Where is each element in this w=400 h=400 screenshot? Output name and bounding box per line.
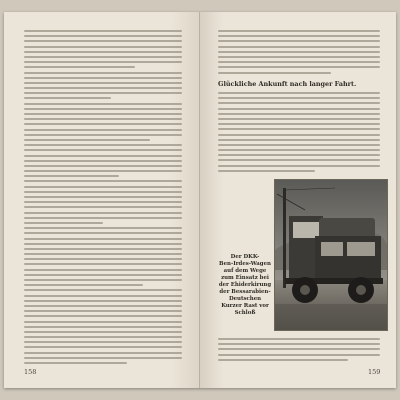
text-line	[24, 129, 182, 131]
text-line	[24, 279, 182, 281]
text-line	[24, 144, 182, 146]
caption-line: Ben-Irdes-Wagen	[219, 261, 271, 267]
right-page	[200, 12, 396, 388]
text-line	[218, 66, 380, 68]
caption-line: Schloß	[234, 310, 256, 316]
text-line	[24, 35, 182, 37]
caption-line: der Bessarabien-	[219, 289, 271, 295]
text-line	[24, 289, 182, 291]
text-line	[24, 263, 182, 265]
text-line	[24, 149, 182, 151]
text-line	[24, 103, 182, 105]
text-line	[24, 175, 119, 177]
text-line	[218, 359, 348, 361]
right-page-subheading: Glückliche Ankunft nach langer Fahrt.	[218, 80, 357, 88]
text-line	[24, 232, 182, 234]
text-line	[218, 354, 380, 356]
text-line	[24, 295, 182, 297]
text-line	[24, 284, 143, 286]
left-page	[4, 12, 200, 388]
text-line	[24, 222, 103, 224]
text-line	[24, 352, 182, 354]
text-line	[218, 51, 380, 53]
text-line	[24, 77, 182, 79]
text-line	[218, 154, 380, 156]
text-line	[218, 144, 380, 146]
text-line	[218, 30, 380, 32]
text-line	[218, 348, 380, 350]
text-line	[218, 123, 380, 125]
text-line	[24, 30, 182, 32]
text-line	[218, 165, 380, 167]
text-line	[24, 238, 182, 240]
text-line	[218, 149, 380, 151]
text-line	[24, 326, 182, 328]
text-line	[24, 227, 182, 229]
text-line	[24, 66, 135, 68]
photo-caption	[218, 254, 272, 317]
text-line	[24, 305, 182, 307]
text-line	[24, 113, 182, 115]
text-line	[24, 165, 182, 167]
text-line	[24, 180, 182, 182]
text-line	[24, 160, 182, 162]
text-line	[24, 362, 127, 364]
text-line	[218, 40, 380, 42]
text-line	[24, 341, 182, 343]
text-line	[24, 269, 182, 271]
text-line	[24, 82, 182, 84]
text-line	[218, 72, 331, 74]
text-line	[218, 338, 380, 340]
text-line	[24, 243, 182, 245]
right-page-text-bottom	[218, 338, 380, 364]
text-line	[218, 139, 380, 141]
text-line	[24, 331, 182, 333]
text-line	[24, 253, 182, 255]
text-line	[24, 321, 182, 323]
text-line	[24, 123, 182, 125]
text-line	[24, 196, 182, 198]
text-line	[24, 315, 182, 317]
right-page-text-middle	[218, 92, 380, 175]
text-line	[218, 56, 380, 58]
caption-line: Der DKK-	[230, 254, 260, 260]
text-line	[24, 201, 182, 203]
text-line	[24, 97, 111, 99]
text-line	[24, 248, 182, 250]
text-line	[24, 357, 182, 359]
text-line	[218, 46, 380, 48]
text-line	[218, 108, 380, 110]
text-line	[24, 51, 182, 53]
text-line	[24, 61, 182, 63]
caption-line: der Ehiderkirung	[218, 282, 272, 288]
text-line	[24, 336, 182, 338]
text-line	[24, 155, 182, 157]
text-line	[218, 170, 315, 172]
text-line	[218, 128, 380, 130]
text-line	[24, 191, 182, 193]
text-line	[24, 134, 182, 136]
caption-line: auf dem Wege	[223, 268, 267, 274]
text-line	[218, 97, 380, 99]
text-line	[24, 40, 182, 42]
left-page-number: 158	[24, 368, 37, 376]
text-line	[24, 258, 182, 260]
truck-photo-image	[275, 180, 387, 330]
right-page-text-top	[218, 30, 380, 77]
text-line	[218, 113, 380, 115]
text-line	[24, 108, 182, 110]
text-line	[24, 139, 150, 141]
text-line	[24, 170, 182, 172]
text-line	[218, 35, 380, 37]
book-spread	[4, 12, 396, 388]
text-line	[24, 87, 182, 89]
truck-photo	[274, 179, 388, 331]
text-line	[24, 310, 182, 312]
text-line	[218, 134, 380, 136]
caption-line: zum Einsatz bei	[221, 275, 269, 281]
text-line	[218, 343, 380, 345]
text-line	[218, 159, 380, 161]
text-line	[24, 46, 182, 48]
right-page-number: 159	[368, 368, 381, 376]
text-line	[24, 346, 182, 348]
text-line	[24, 212, 182, 214]
text-line	[24, 92, 182, 94]
text-line	[24, 300, 182, 302]
caption-line: Deutschen	[228, 296, 262, 302]
text-line	[218, 118, 380, 120]
text-line	[218, 92, 380, 94]
text-line	[24, 118, 182, 120]
left-page-text	[24, 30, 182, 367]
text-line	[24, 274, 182, 276]
text-line	[218, 61, 380, 63]
text-line	[218, 102, 380, 104]
text-line	[24, 72, 182, 74]
text-line	[24, 186, 182, 188]
text-line	[24, 56, 182, 58]
text-line	[24, 217, 182, 219]
text-line	[24, 206, 182, 208]
caption-line: Kurzer Rast vor	[221, 303, 269, 309]
